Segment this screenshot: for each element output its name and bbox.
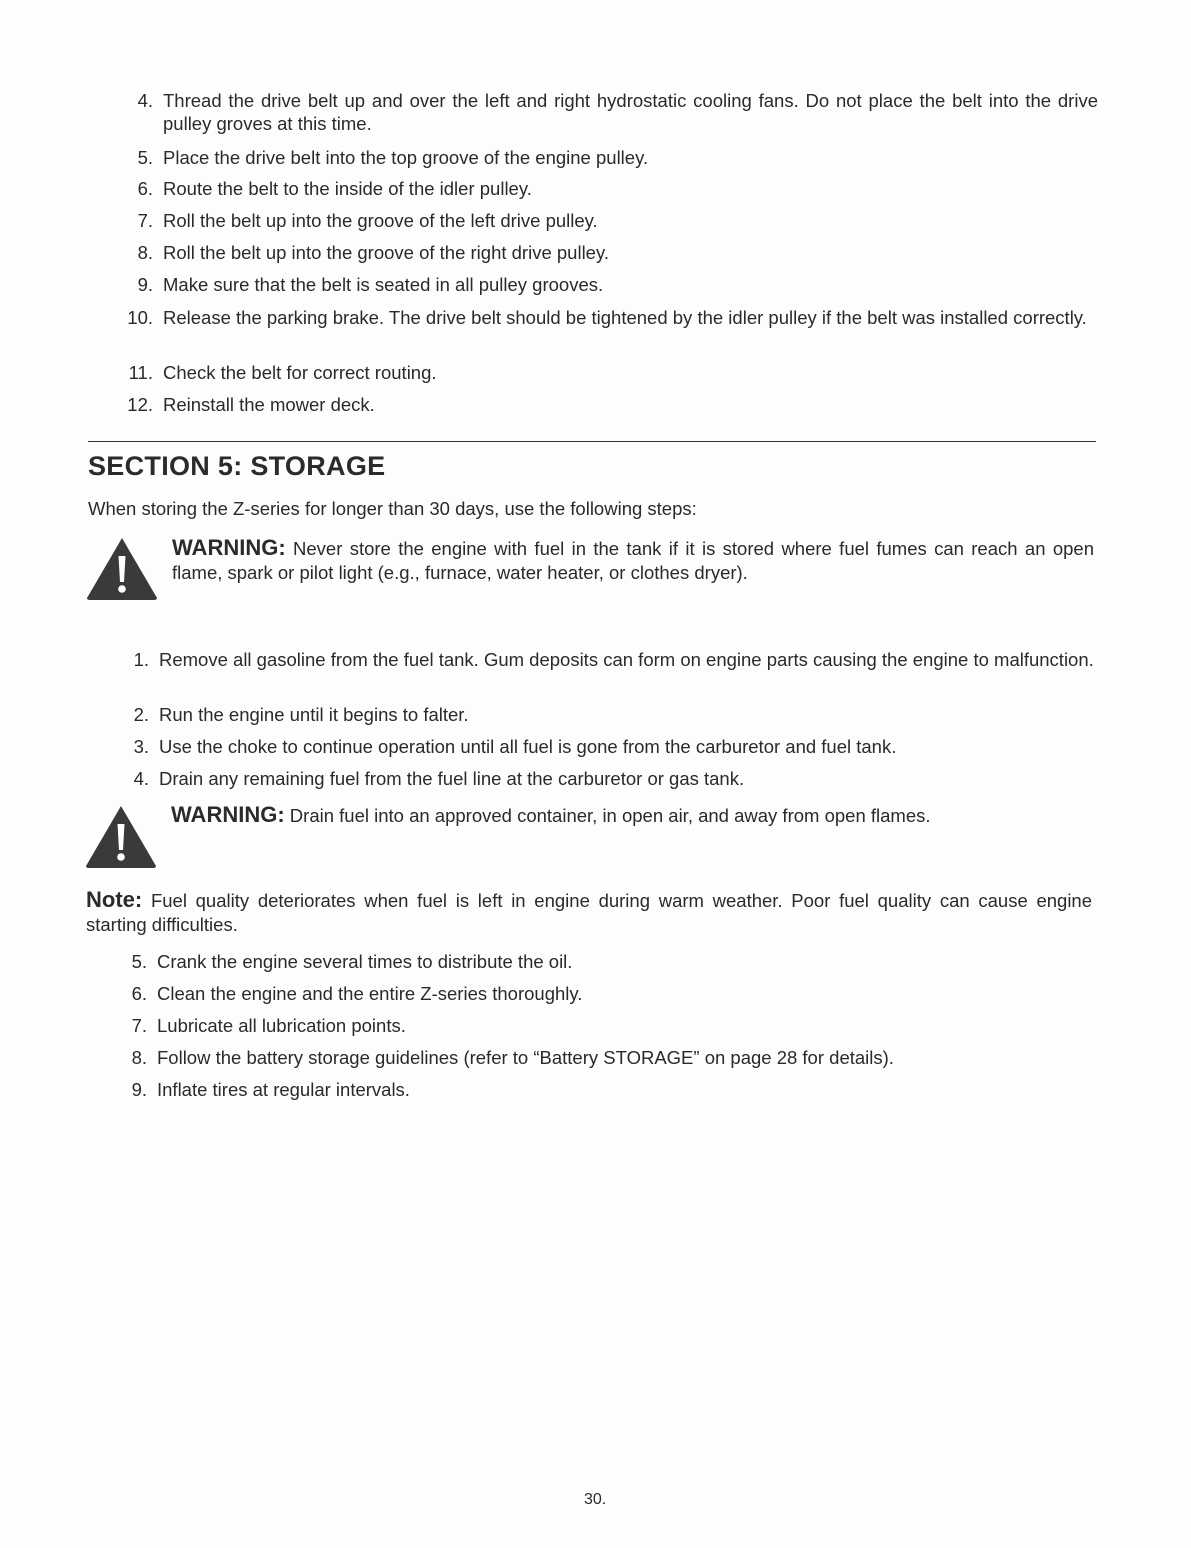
- list-item-number: 5.: [131, 951, 147, 972]
- list-item-text: Drain any remaining fuel from the fuel line at the carburetor or gas tank.: [159, 768, 745, 789]
- warning-message: [171, 803, 1093, 828]
- page-number: 30.: [584, 1491, 607, 1508]
- list-item-text: Check the belt for correct routing.: [163, 362, 437, 383]
- list-item-text: Follow the battery storage guidelines (refer to “Battery STORAGE” on page 28 for details).: [157, 1047, 894, 1068]
- list-item-text: Make sure that the belt is seated in all pulley grooves.: [163, 274, 604, 295]
- list-item-number: 6.: [131, 983, 147, 1004]
- note-paragraph: [86, 888, 1092, 937]
- list-item-text: Reinstall the mower deck.: [163, 394, 375, 415]
- list-item-number: 12.: [127, 394, 153, 415]
- warning-label: WARNING:: [171, 802, 285, 827]
- list-item-number: 9.: [137, 274, 153, 295]
- list-item-number: 7.: [137, 210, 153, 231]
- list-item: [131, 1046, 1092, 1069]
- list-item: [137, 89, 1098, 135]
- list-item: [131, 1014, 1092, 1037]
- list-item-number: 9.: [131, 1079, 147, 1100]
- list-item: [137, 209, 1098, 232]
- list-item-number: 4.: [133, 768, 149, 789]
- list-item-text: Place the drive belt into the top groove of the engine pulley.: [163, 147, 649, 168]
- list-item: [133, 735, 1094, 758]
- note-label: Note:: [86, 887, 143, 912]
- list-item: [127, 393, 1098, 416]
- warning-label: WARNING:: [172, 535, 286, 560]
- list-item-number: 4.: [137, 90, 153, 111]
- list-item-number: 2.: [133, 704, 149, 725]
- warning-text: Never store the engine with fuel in the tank if it is stored where fuel fumes can reach an open flame, spark or pilot light (e.g., furnace, water heater, or clothes dryer).: [172, 538, 1094, 583]
- list-item: [133, 767, 1094, 790]
- list-item-number: 10.: [127, 307, 153, 328]
- list-item-text: Thread the drive belt up and over the left and right hydrostatic cooling fans. Do not place the belt into the drive pulley groves at this time.: [163, 90, 1098, 134]
- note-text: Fuel quality deteriorates when fuel is left in engine during warm weather. Poor fuel quality can cause engine starting difficulties.: [86, 890, 1093, 935]
- section-divider: [88, 441, 1096, 442]
- list-item: [131, 1078, 1092, 1101]
- list-item-text: Inflate tires at regular intervals.: [157, 1079, 410, 1100]
- warning-text: Drain fuel into an approved container, in open air, and away from open flames.: [289, 805, 931, 826]
- list-item-number: 5.: [137, 147, 153, 168]
- list-item: [133, 703, 1094, 726]
- list-item-number: 8.: [131, 1047, 147, 1068]
- list-item-text: Remove all gasoline from the fuel tank. Gum deposits can form on engine parts causing the engine to malfunction.: [159, 649, 1094, 670]
- list-item-number: 3.: [133, 736, 149, 757]
- warning-triangle-icon: [86, 536, 158, 600]
- list-item: [131, 950, 1092, 973]
- section-title: SECTION 5: STORAGE: [88, 451, 386, 481]
- list-item-number: 1.: [133, 649, 149, 670]
- section-intro: When storing the Z-series for longer than 30 days, use the following steps:: [88, 498, 697, 519]
- list-item-number: 8.: [137, 242, 153, 263]
- list-item-text: Crank the engine several times to distribute the oil.: [157, 951, 573, 972]
- list-item-text: Use the choke to continue operation until all fuel is gone from the carburetor and fuel tank.: [159, 736, 897, 757]
- list-item: [137, 273, 1098, 296]
- list-item: [128, 361, 1098, 384]
- list-item-number: 11.: [128, 362, 153, 383]
- list-item-number: 6.: [137, 178, 153, 199]
- warning-triangle-icon: [85, 804, 157, 868]
- list-item: [131, 982, 1092, 1005]
- list-item: [137, 241, 1098, 264]
- list-item-text: Roll the belt up into the groove of the left drive pulley.: [163, 210, 598, 231]
- list-item: [137, 146, 1098, 169]
- list-item-text: Roll the belt up into the groove of the right drive pulley.: [163, 242, 609, 263]
- list-item: [137, 177, 1098, 200]
- list-item-number: 7.: [131, 1015, 147, 1036]
- warning-message: [172, 536, 1094, 585]
- list-item: [133, 648, 1094, 671]
- list-item-text: Lubricate all lubrication points.: [157, 1015, 406, 1036]
- list-item-text: Release the parking brake. The drive belt should be tightened by the idler pulley if the belt was installed correctly.: [163, 307, 1087, 328]
- list-item: [127, 306, 1098, 329]
- list-item-text: Clean the engine and the entire Z-series thoroughly.: [157, 983, 583, 1004]
- list-item-text: Route the belt to the inside of the idler pulley.: [163, 178, 532, 199]
- list-item-text: Run the engine until it begins to falter.: [159, 704, 469, 725]
